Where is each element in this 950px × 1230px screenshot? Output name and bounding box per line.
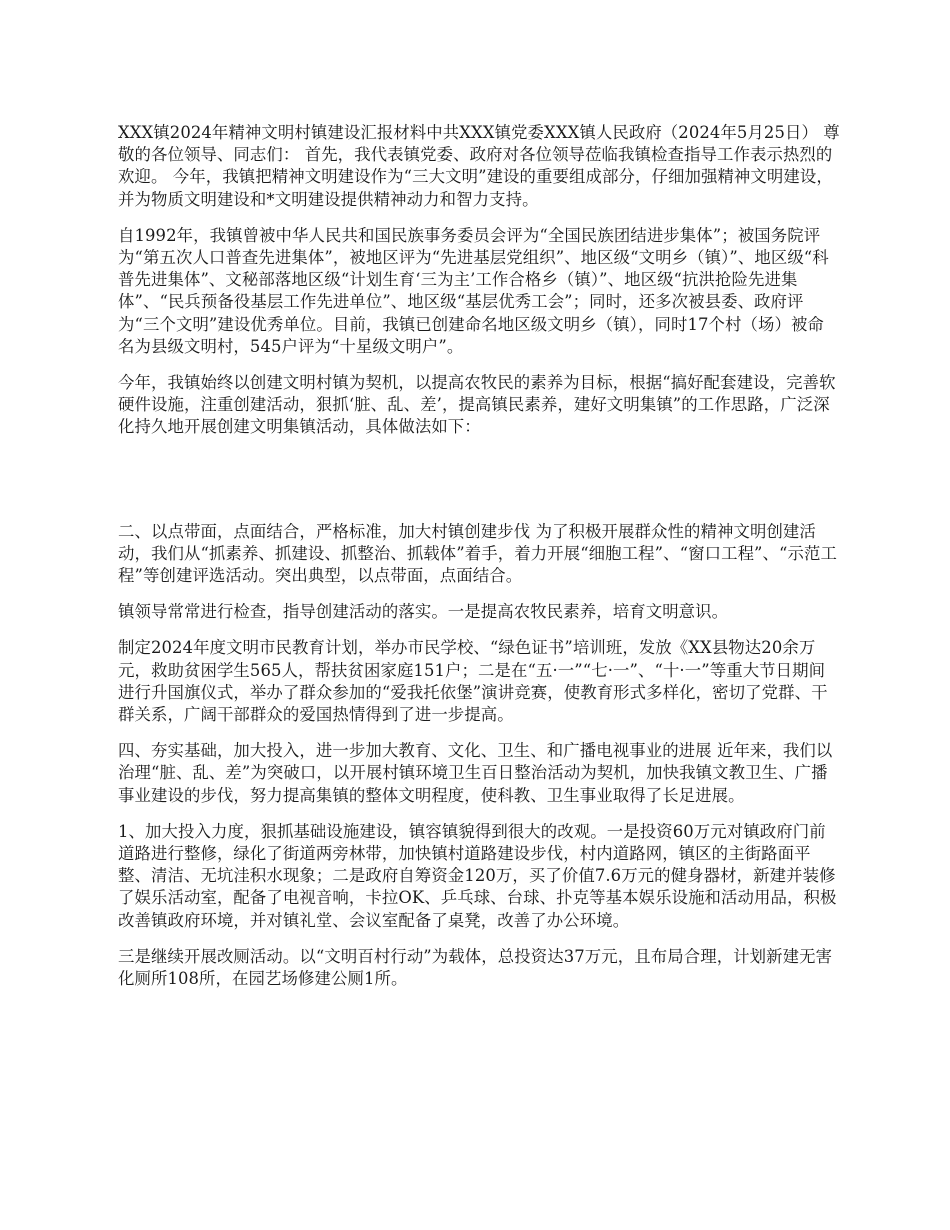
paragraph-section-four: 四、夯实基础，加大投入，进一步加大教育、文化、卫生、和广播电视事业的进展 近年来，我们以治理“脏、乱、差”为突破口，以开展村镇环境卫生百日整治活动为契机，加快我镇文教卫生、广播事业建设的步伐，努力提高集镇的整体文明程度，使科教、卫生事业取得了长足进展。 (118, 741, 833, 805)
paragraph-education-plan: 制定2024年度文明市民教育计划，举办市民学校、“绿色证书”培训班，发放《XX县物达20余万元，救助贫困学生565人，帮扶贫困家庭151户；二是在“五·一”“七·一”、“十·一”等重大节日期间进行升国旗仪式，举办了群众参加的“爱我托依堡”演讲竞赛，使教育形式多样化，密切了党群、干群关系，广阔干部群众的爱国热情得到了进一步提高。 (118, 638, 828, 725)
paragraph-section-two: 二、以点带面，点面结合，严格标准，加大村镇创建步伐 为了积极开展群众性的精神文明创建活动，我们从“抓素养、抓建设、抓整治、抓载体”着手，着力开展“细胞工程”、“窗口工程”、“示范工程”等创建评选活动。突出典型，以点带面，点面结合。 (118, 521, 837, 586)
paragraph-infrastructure: 1、加大投入力度，狠抓基础设施建设，镇容镇貌得到很大的改观。一是投资60万元对镇政府门前道路进行整修，绿化了街道两旁林带，加快镇村道路建设步伐，村内道路网，镇区的主街路面平整、清洁、无坑洼积水现象；二是政府自筹资金120万，买了价值7.6万元的健身器材，新建并装修了娱乐活动室，配备了电视音响，卡拉OK、乒乓球、台球、扑克等基本娱乐设施和活动用品，积极改善镇政府环境，并对镇礼堂、会议室配备了桌凳，改善了办公环境。 (118, 821, 837, 930)
paragraph-intro: XXX镇2024年精神文明村镇建设汇报材料中共XXX镇党委XXX镇人民政府（2024年5月25日） 尊敬的各位领导、同志们： 首先，我代表镇党委、政府对各位领导莅临我镇检查指导工作表示热烈的欢迎。 今年，我镇把精神文明建设作为“三大文明”建设的重要组成部分，仔细加强精神文明建设，并为物质文明建设和*文明建设提供精神动力和智力支持。 (118, 123, 840, 209)
paragraph-approach: 今年，我镇始终以创建文明村镇为契机，以提高农牧民的素养为目标，根据“搞好配套建设，完善软硬件设施，注重创建活动，狠抓‘脏、乱、差’，提高镇民素养，建好文明集镇”的工作思路，广泛深化持久地开展创建文明集镇活动，具体做法如下： (118, 373, 836, 437)
paragraph-inspection: 镇领导常常进行检查，指导创建活动的落实。一是提高农牧民素养，培育文明意识。 (118, 602, 729, 622)
paragraph-honors: 自1992年，我镇曾被中华人民共和国民族事务委员会评为“全国民族团结进步集体”；被国务院评为“第五次人口普查先进集体”，被地区评为“先进基层党组织”、地区级“文明乡（镇）”、地区级“科普先进集体”、文秘部落地区级“计划生育‘三为主’工作合格乡（镇）”、地区级“抗洪抢险先进集体”、“民兵预备役基层工作先进单位”、地区级“基层优秀工会”；同时，还多次被县委、政府评为“三个文明”建设优秀单位。目前，我镇已创建命名地区级文明乡（镇），同时17个村（场）被命名为县级文明村，545户评为“十星级文明户”。 (118, 225, 829, 356)
document-body (118, 122, 840, 1004)
blank-space (118, 453, 840, 521)
paragraph-toilet-campaign: 三是继续开展改厕活动。以“文明百村行动”为载体，总投资达37万元，且布局合理，计划新建无害化厕所108所，在园艺场修建公厕1所。 (118, 946, 833, 989)
